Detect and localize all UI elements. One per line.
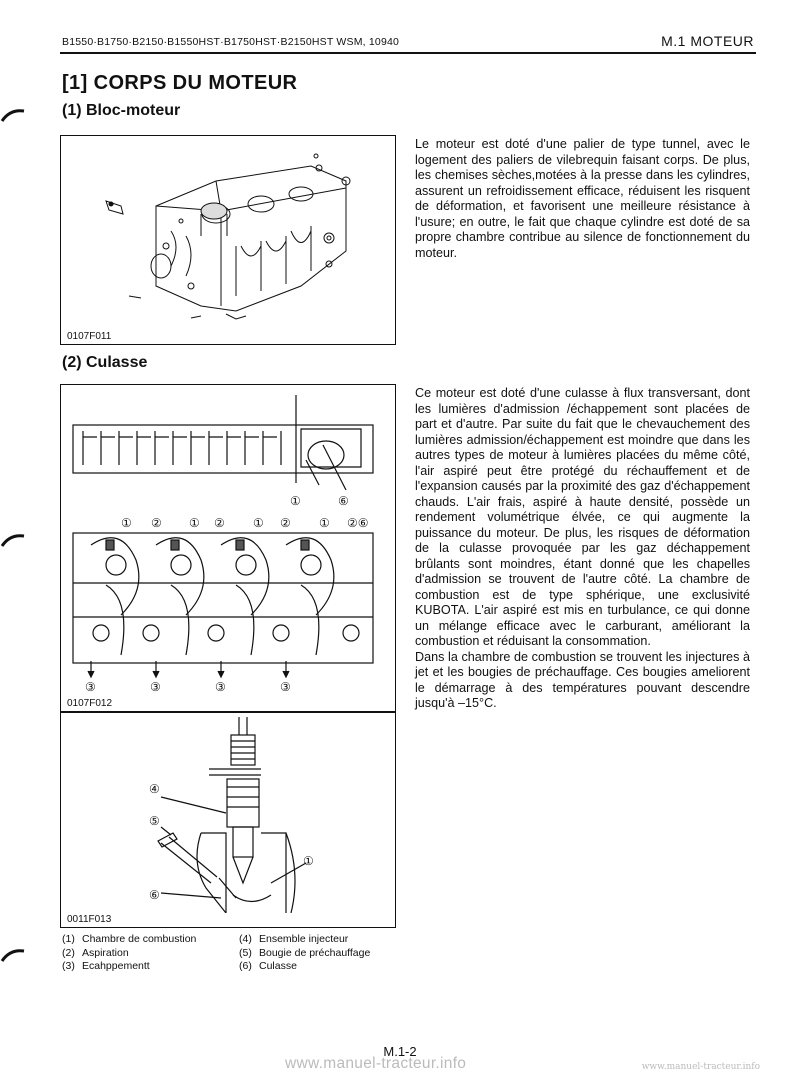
page-number: M.1-2	[383, 1044, 417, 1059]
callout-2: ②	[214, 516, 225, 530]
callout-2: ②	[280, 516, 291, 530]
callout-3: ③	[85, 680, 96, 694]
margin-mark	[0, 105, 26, 125]
figure-id-injector: 0011F013	[67, 914, 112, 925]
legend-col-1	[62, 933, 196, 974]
figure-injector	[60, 712, 396, 928]
header-rule	[60, 52, 756, 54]
text-cylinder-head-para-2: Dans la chambre de combustion se trouvent les injectures à jet et les bougies de préchauffage. Ces bougies ameliorent le démarrage à des températures pouvant descendre jusqu'à –15°C.	[415, 649, 750, 710]
callout-6: ⑥	[149, 888, 160, 902]
callout-1: ①	[253, 516, 264, 530]
callout-1: ①	[319, 516, 330, 530]
legend-col-2	[239, 933, 370, 974]
legend-item: (2) Aspiration	[62, 946, 129, 959]
injector-drawing	[61, 713, 394, 913]
text-engine-block: Le moteur est doté d'une palier de type tunnel, avec le logement des paliers de vilebrequin faisant corps. De plus, les chemises sèches,motées à la presse dans les cylindres, assurent un refroidissement efficace, réduisent les risquent de déformation, et favorisent une meilleure résistance à l'usure; en outre, le fait que chaque cylindre est doté de sa propre chambre contribue au silence de fonctionnement du moteur.	[415, 137, 750, 260]
legend-item: (4) Ensemble injecteur	[239, 933, 349, 945]
callout-3: ③	[215, 680, 226, 694]
engine-block-drawing	[61, 136, 394, 326]
callout-1: ①	[290, 494, 301, 508]
watermark-small: www.manuel-tracteur.info	[641, 1062, 760, 1072]
section-heading-bloc: (1) Bloc-moteur	[62, 102, 181, 119]
figure-engine-block	[60, 135, 396, 345]
callout-1: ①	[303, 854, 314, 868]
text-cylinder-head-para-1: Ce moteur est doté d'une culasse à flux transversant, dont les lumières d'admission /échappement sont placées de part et d'autre. Par suite du fait que le chevauchement des lumières admission/échappement est moindre que dans les autres types de moteur à lumières placées du même côté, l'air aspiré peut être protégé du réchauffement et de l'expansion causés par la proximité des gaz d'échappement chauds. L'air frais, aspiré à haute densité, possède un rendement volumétrique élvée, ce qui augmente la puissance du moteur. De plus, les risques de déformation de la culasse provoquée par les gaz déchappement brûlants sont moindres, étant donné que les chapelles d'admission se trouvent de l'autre côté. La chambre de combustion est de type sphérique, une exclusivité KUBOTA. L'air aspiré est mis en turbulance, ce qui donne un mélange efficace avec le carburant, améliorant la combustion et réduisant la consommation.	[415, 386, 750, 648]
figure-cylinder-head	[60, 384, 396, 712]
figure-id-engine-block: 0107F011	[67, 331, 112, 342]
callout-1: ①	[189, 516, 200, 530]
callout-6: ⑥	[338, 494, 349, 508]
callout-2: ②	[151, 516, 162, 530]
callout-5: ⑤	[149, 814, 160, 828]
legend-item: (5) Bougie de préchauffage	[239, 946, 371, 959]
page-title: [1] CORPS DU MOTEUR	[62, 72, 298, 94]
cylinder-head-drawing	[61, 385, 394, 695]
figure-id-cylinder-head: 0107F012	[67, 698, 113, 709]
legend-item: (1) Chambre de combustion	[62, 933, 197, 945]
watermark: www.manuel-tracteur.info	[285, 1055, 467, 1072]
legend-item: (6) Culasse	[239, 960, 297, 972]
header-section: M.1 MOTEUR	[661, 33, 754, 49]
callout-3: ③	[280, 680, 291, 694]
callout-2-6: ②⑥	[347, 516, 369, 530]
margin-mark	[0, 945, 26, 965]
legend-item: (3) Ecahppementt	[62, 960, 150, 972]
callout-4: ④	[149, 782, 160, 796]
text-cylinder-head	[415, 386, 750, 712]
callout-3: ③	[150, 680, 161, 694]
header-models: B1550·B1750·B2150·B1550HST·B1750HST·B2150HST WSM, 10940	[62, 36, 400, 48]
section-heading-culasse: (2) Culasse	[62, 354, 148, 371]
callout-1: ①	[121, 516, 132, 530]
margin-mark	[0, 530, 26, 550]
